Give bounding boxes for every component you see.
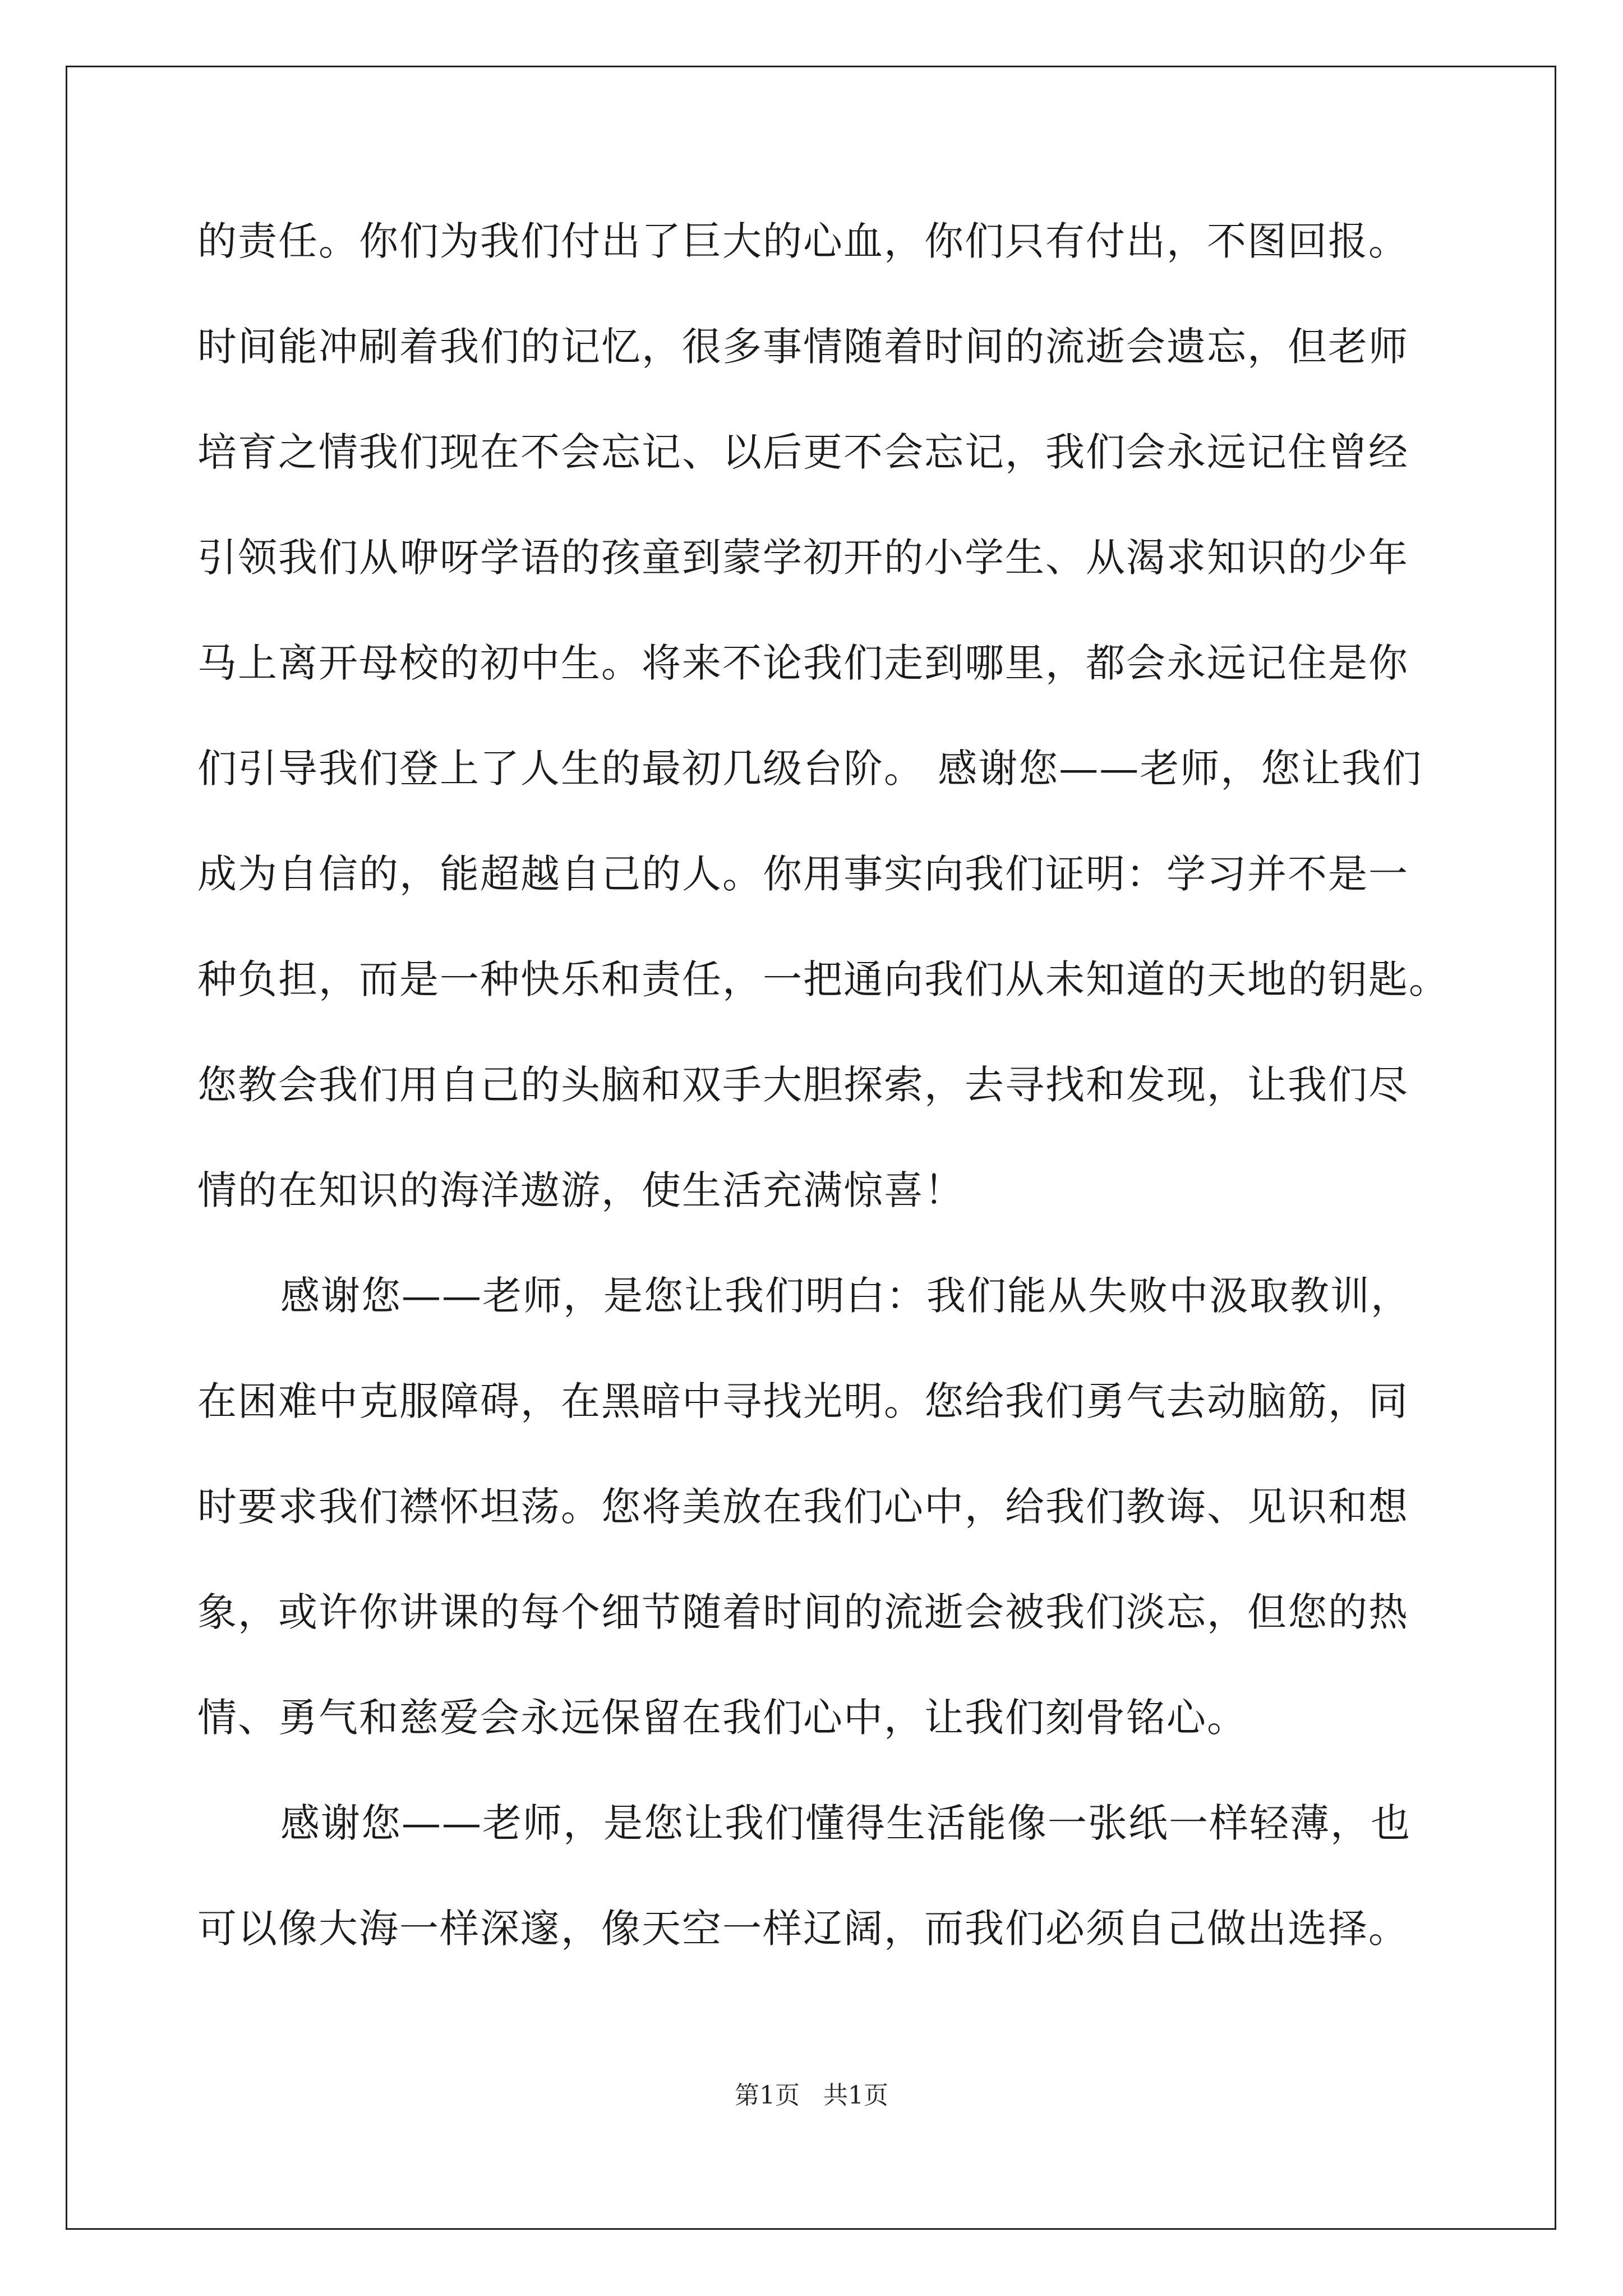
text-line: 们引导我们登上了人生的最初几级台阶。 感谢您——老师，您让我们 — [197, 746, 1423, 792]
text-line: 可以像大海一样深邃，像天空一样辽阔，而我们必须自己做出选择。 — [197, 1906, 1409, 1952]
text-line: 在困难中克服障碍，在黑暗中寻找光明。您给我们勇气去动脑筋，同 — [197, 1378, 1409, 1424]
text-line: 情的在知识的海洋遨游，使生活充满惊喜！ — [197, 1167, 965, 1213]
text-line: 时间能冲刷着我们的记忆，很多事情随着时间的流逝会遗忘，但老师 — [197, 324, 1409, 370]
text-line: 种负担，而是一种快乐和责任，一把通向我们从未知道的天地的钥匙。 — [197, 956, 1449, 1002]
text-line: 您教会我们用自己的头脑和双手大胆探索，去寻找和发现，让我们尽 — [197, 1062, 1409, 1108]
text-line: 情、勇气和慈爱会永远保留在我们心中，让我们刻骨铭心。 — [197, 1695, 1247, 1741]
text-line: 培育之情我们现在不会忘记、以后更不会忘记，我们会永远记住曾经 — [197, 429, 1409, 475]
page-footer: 第1页 共1页 — [735, 2081, 888, 2110]
document-body — [197, 213, 1449, 2006]
text-line: 象，或许你讲课的每个细节随着时间的流逝会被我们淡忘，但您的热 — [197, 1589, 1409, 1635]
text-line: 的责任。你们为我们付出了巨大的心血，你们只有付出，不图回报。 — [197, 218, 1409, 264]
paragraph-first-line: 感谢您——老师，是您让我们明白：我们能从失败中汲取教训， — [280, 1273, 1411, 1319]
text-line: 时要求我们襟怀坦荡。您将美放在我们心中，给我们教诲、见识和想 — [197, 1484, 1409, 1530]
text-line: 成为自信的，能超越自己的人。你用事实向我们证明：学习并不是一 — [197, 851, 1409, 897]
paragraph-first-line: 感谢您——老师，是您让我们懂得生活能像一张纸一样轻薄，也 — [280, 1800, 1411, 1846]
text-line: 引领我们从咿呀学语的孩童到蒙学初开的小学生、从渴求知识的少年 — [197, 535, 1409, 581]
text-line: 马上离开母校的初中生。将来不论我们走到哪里，都会永远记住是你 — [197, 640, 1409, 686]
